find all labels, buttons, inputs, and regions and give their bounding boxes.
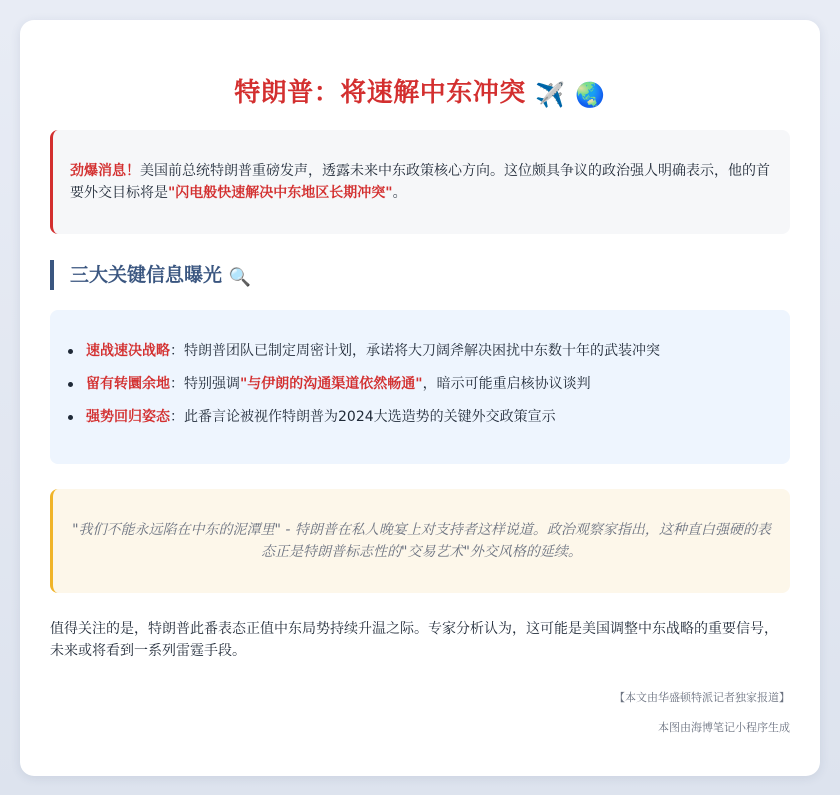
key-point-label: 留有转圜余地 [86, 376, 170, 392]
key-points-list [50, 340, 790, 428]
lead-highlight: 劲爆消息！ [70, 163, 140, 179]
article-title [20, 72, 820, 109]
key-point-text: ：特朗普团队已制定周密计划，承诺将大刀阔斧解决困扰中东数十年的武装冲突 [170, 343, 660, 359]
article-card [20, 20, 820, 776]
list-item [86, 373, 790, 395]
globe-icon: 🌏 [575, 81, 606, 109]
quote-text: "我们不能永远陷在中东的泥潭里" - 特朗普在私人晚宴上对支持者这样说道。政治观察家指出，这种直白强硬的表态正是特朗普标志性的"交易艺术"外交风格的延续。 [72, 522, 771, 560]
key-point-pre: ：特别强调 [170, 376, 240, 392]
generator-note: 本图由海博笔记小程序生成 [658, 721, 790, 734]
lead-quote: "闪电般快速解决中东地区长期冲突" [168, 185, 393, 201]
key-point-label: 速战速决战略 [86, 343, 170, 359]
title-text: 特朗普：将速解中东冲突 [234, 78, 526, 108]
list-item [86, 340, 790, 362]
magnifier-icon: 🔍 [228, 267, 252, 288]
section-title: 三大关键信息曝光 [70, 264, 223, 286]
airplane-icon: ✈️ [535, 81, 566, 109]
lead-paragraph [50, 130, 790, 234]
key-point-quote: "与伊朗的沟通渠道依然畅通" [240, 376, 423, 392]
key-point-post: ，暗示可能重启核协议谈判 [422, 376, 591, 392]
key-point-text: ：此番言论被视作特朗普为2024大选造势的关键外交政策宣示 [170, 409, 556, 425]
quote-block [50, 489, 790, 593]
list-item [86, 406, 790, 428]
source-note: 【本文由华盛顿特派记者独家报道】 [614, 691, 790, 704]
key-points-box [50, 310, 790, 464]
lead-end: 。 [392, 185, 407, 201]
key-point-label: 强势回归姿态 [86, 409, 170, 425]
lead-text: 美国前总统特朗普重磅发声，透露未来中东政策核心方向。这位颇具争议的政治强人明确表示，他的首要外交目标将是 [70, 163, 770, 201]
closing-paragraph: 值得关注的是，特朗普此番表态正值中东局势持续升温之际。专家分析认为，这可能是美国调整中东战略的重要信号，未来或将看到一系列雷霆手段。 [50, 621, 778, 659]
section-heading [50, 260, 251, 290]
